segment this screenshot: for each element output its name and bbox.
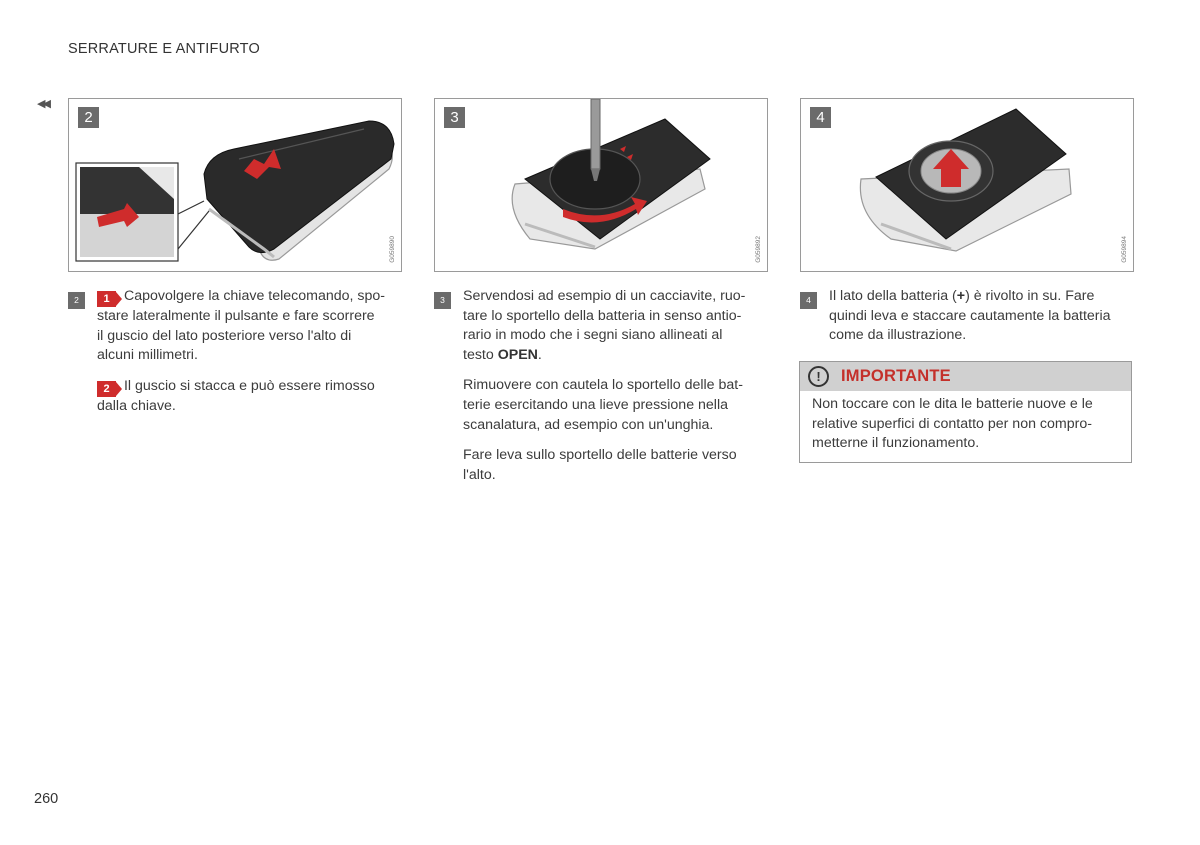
figure-code: G059894 bbox=[1121, 236, 1128, 263]
figure-code: G059890 bbox=[389, 236, 396, 263]
battery-cover-illustration bbox=[435, 99, 768, 272]
figure-code: G059892 bbox=[755, 236, 762, 263]
important-title: IMPORTANTE bbox=[841, 367, 951, 385]
important-body: Non toccare con le dita le batterie nuove e le relative superfici di contatto per non compro- metterne il funzionamento. bbox=[812, 396, 1093, 452]
step-4-paragraph-1: Il lato della batteria (+) è rivolto in su. Fare quindi leva e staccare cautamente la batteria come da illustrazione. bbox=[829, 288, 1111, 344]
step-3-paragraph-2: Rimuovere con cautela lo sportello delle bat- terie esercitando una lieve pressione nella scanalatura, ad esempio con un'unghia. bbox=[463, 377, 743, 433]
section-title: SERRATURE E ANTIFURTO bbox=[68, 41, 260, 57]
figure-3 bbox=[434, 98, 768, 272]
step-2-paragraph-1: 1 Capovolgere la chiave telecomando, spo- stare lateralmente il pulsante e fare scorrere il guscio del lato posteriore verso l'alto di alcuni millimetri. bbox=[97, 288, 386, 364]
step-badge: 2 bbox=[68, 292, 85, 309]
double-chevron-left-icon[interactable]: ◀◀ bbox=[37, 98, 48, 110]
page-number: 260 bbox=[34, 791, 59, 807]
exclamation-circle-icon: ! bbox=[808, 366, 829, 387]
step-3-paragraph-1: Servendosi ad esempio di un cacciavite, ruo- tare lo sportello della batteria in senso antio- rario in modo che i segni siano allineati al testo OPEN. bbox=[463, 288, 746, 363]
battery-removal-illustration bbox=[801, 99, 1134, 272]
figure-number: 4 bbox=[810, 107, 831, 128]
step-4-text bbox=[829, 287, 1111, 357]
important-header bbox=[800, 362, 1131, 391]
figure-number: 2 bbox=[78, 107, 99, 128]
key-shell-illustration bbox=[69, 99, 402, 272]
step-3-text bbox=[463, 287, 745, 496]
figure-number: 3 bbox=[444, 107, 465, 128]
step-badge: 3 bbox=[434, 292, 451, 309]
important-notice bbox=[799, 361, 1132, 463]
figure-4 bbox=[800, 98, 1134, 272]
figure-2 bbox=[68, 98, 402, 272]
step-badge: 4 bbox=[800, 292, 817, 309]
step-3-paragraph-3: Fare leva sullo sportello delle batterie verso l'alto. bbox=[463, 447, 737, 483]
step-2-paragraph-2: 2 Il guscio si stacca e può essere rimosso dalla chiave. bbox=[97, 377, 375, 414]
step-2-text bbox=[97, 287, 385, 427]
red-arrow-marker-icon: 1 bbox=[97, 291, 116, 307]
red-arrow-marker-icon: 2 bbox=[97, 381, 116, 397]
